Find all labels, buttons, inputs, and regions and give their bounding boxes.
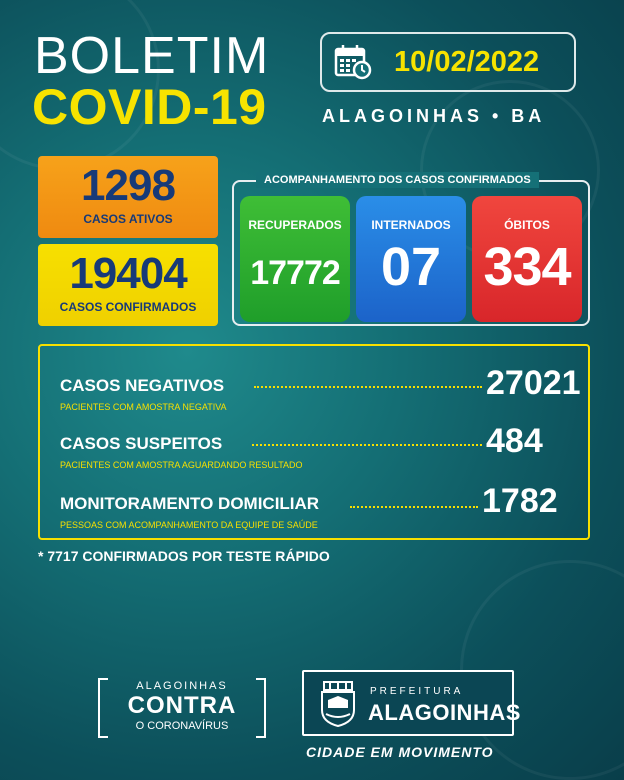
campaign-logo-line1: ALAGOINHAS [136,680,228,692]
hospitalized-value: 07 [380,237,442,297]
recovered-card [240,196,350,322]
deaths-value: 334 [483,237,571,297]
deaths-card [472,196,582,322]
title-boletim: BOLETIM [34,27,270,85]
bulletin-date: 10/02/2022 [394,46,540,78]
confirmed-cases-card [38,244,218,326]
campaign-logo-line3: O CORONAVÍRUS [135,720,229,732]
active-cases-label: CASOS ATIVOS [83,212,173,226]
case-value: 27021 [486,364,581,402]
confirmed-cases-value: 19404 [69,249,187,298]
dotted-leader [252,444,482,446]
slogan: CIDADE EM MOVIMENTO [306,744,494,760]
confirmed-cases-label: CASOS CONFIRMADOS [59,300,197,314]
campaign-logo-line2: CONTRA [127,692,237,719]
prefeitura-city: ALAGOINHAS [368,700,521,725]
case-value: 484 [486,422,543,460]
calendar-icon [334,44,372,80]
monitoring-title: ACOMPANHAMENTO DOS CASOS CONFIRMADOS [256,172,539,188]
city-label: ALAGOINHAS • BA [322,106,546,126]
active-cases-value: 1298 [81,161,175,210]
city-crest-icon [316,680,360,728]
recovered-label: RECUPERADOS [248,218,342,232]
title-covid: COVID-19 [32,79,267,135]
dotted-leader [254,386,482,388]
recovered-value: 17772 [250,254,340,292]
case-title: CASOS SUSPEITOS [60,434,223,453]
prefeitura-label: PREFEITURA [370,686,464,697]
prefeitura-logo [302,670,521,736]
case-value: 1782 [482,482,558,520]
case-subtitle: PACIENTES COM AMOSTRA AGUARDANDO RESULTADO [60,460,303,470]
case-title: CASOS NEGATIVOS [60,376,225,395]
hospitalized-card [356,196,466,322]
case-subtitle: PACIENTES COM AMOSTRA NEGATIVA [60,402,227,412]
case-title: MONITORAMENTO DOMICILIAR [60,494,320,513]
rapid-test-footnote: * 7717 CONFIRMADOS POR TESTE RÁPIDO [38,548,330,564]
deaths-label: ÓBITOS [504,218,550,232]
active-cases-card [38,156,218,238]
case-subtitle: PESSOAS COM ACOMPANHAMENTO DA EQUIPE DE SAÚDE [60,520,318,530]
campaign-logo [98,678,266,738]
hospitalized-label: INTERNADOS [371,218,451,232]
dotted-leader [350,506,478,508]
